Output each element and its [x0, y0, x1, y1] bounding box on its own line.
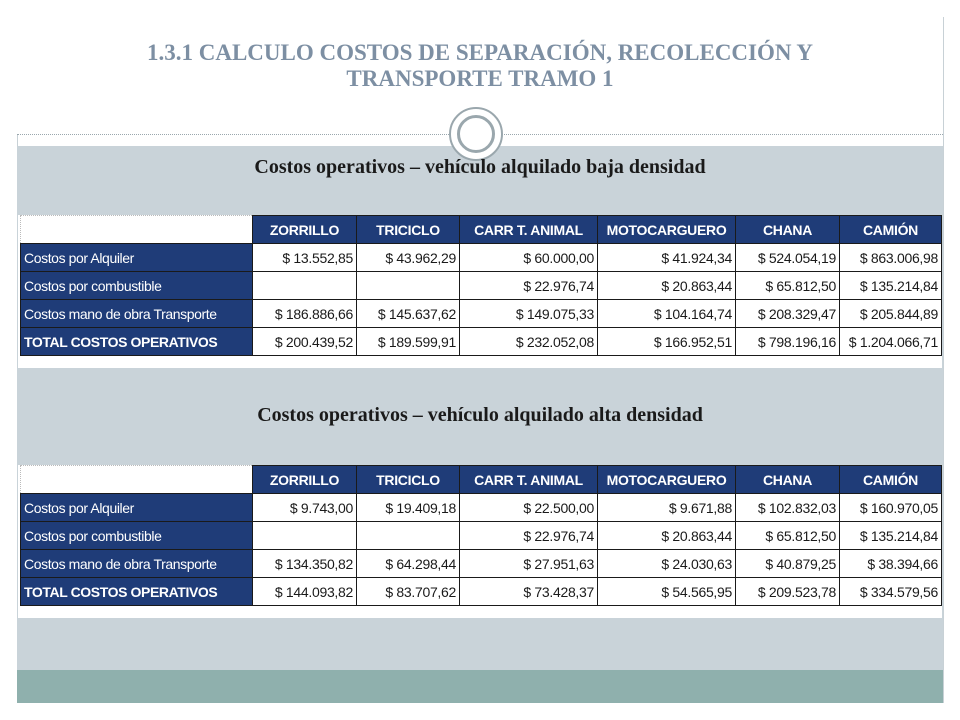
value-cell: $ 232.052,08 [460, 328, 598, 356]
table-panel-baja-densidad [18, 215, 942, 368]
value-cell: $ 24.030,63 [598, 550, 736, 578]
value-cell: $ 186.886,66 [253, 300, 357, 328]
cost-table-alta-densidad [20, 465, 942, 606]
value-cell: $ 200.439,52 [253, 328, 357, 356]
value-cell: $ 41.924,34 [598, 244, 736, 272]
slide-title-line-2: TRANSPORTE TRAMO 1 [346, 66, 614, 91]
value-cell: $ 145.637,62 [357, 300, 460, 328]
value-cell: $ 104.164,74 [598, 300, 736, 328]
value-cell: $ 334.579,56 [840, 578, 942, 606]
value-cell: $ 20.863,44 [598, 522, 736, 550]
table-row [21, 244, 942, 272]
value-cell: $ 38.394,66 [840, 550, 942, 578]
circle-ornament-icon [449, 107, 503, 161]
row-label: Costos por Alquiler [21, 494, 253, 522]
column-header: CHANA [736, 216, 840, 244]
table-panel-alta-densidad [18, 465, 942, 618]
slide-title-line-1: 1.3.1 CALCULO COSTOS DE SEPARACIÓN, RECOLECCIÓN Y [146, 40, 814, 65]
slide-title [40, 40, 920, 92]
value-cell: $ 209.523,78 [736, 578, 840, 606]
row-label: Costos por combustible [21, 272, 253, 300]
column-header: CARR T. ANIMAL [460, 216, 598, 244]
header-blank-cell [21, 216, 253, 244]
value-cell: $ 83.707,62 [357, 578, 460, 606]
value-cell: $ 135.214,84 [840, 272, 942, 300]
column-header: MOTOCARGUERO [598, 466, 736, 494]
value-cell: $ 9.743,00 [253, 494, 357, 522]
value-cell: $ 1.204.066,71 [840, 328, 942, 356]
value-cell: $ 22.976,74 [460, 522, 598, 550]
row-label: TOTAL COSTOS OPERATIVOS [21, 328, 253, 356]
row-label: Costos por combustible [21, 522, 253, 550]
column-header: ZORRILLO [253, 466, 357, 494]
value-cell: $ 13.552,85 [253, 244, 357, 272]
column-header: CAMIÓN [840, 216, 942, 244]
value-cell: $ 102.832,03 [736, 494, 840, 522]
row-label: Costos mano de obra Transporte [21, 550, 253, 578]
cost-table-baja-densidad [20, 215, 942, 356]
table-row [21, 522, 942, 550]
value-cell: $ 798.196,16 [736, 328, 840, 356]
value-cell: $ 73.428,37 [460, 578, 598, 606]
value-cell: $ 22.500,00 [460, 494, 598, 522]
value-cell: $ 524.054,19 [736, 244, 840, 272]
table-row [21, 272, 942, 300]
value-cell: $ 189.599,91 [357, 328, 460, 356]
value-cell [357, 272, 460, 300]
column-header: ZORRILLO [253, 216, 357, 244]
value-cell: $ 64.298,44 [357, 550, 460, 578]
value-cell: $ 19.409,18 [357, 494, 460, 522]
value-cell [253, 522, 357, 550]
value-cell [357, 522, 460, 550]
value-cell: $ 160.970,05 [840, 494, 942, 522]
value-cell: $ 65.812,50 [736, 272, 840, 300]
table-header-row [21, 466, 942, 494]
column-header: MOTOCARGUERO [598, 216, 736, 244]
value-cell: $ 40.879,25 [736, 550, 840, 578]
slide-footer-bar [17, 670, 943, 703]
row-label: TOTAL COSTOS OPERATIVOS [21, 578, 253, 606]
row-label: Costos mano de obra Transporte [21, 300, 253, 328]
value-cell: $ 208.329,47 [736, 300, 840, 328]
column-header: CHANA [736, 466, 840, 494]
header-blank-cell [21, 466, 253, 494]
table-row [21, 494, 942, 522]
value-cell: $ 149.075,33 [460, 300, 598, 328]
value-cell: $ 9.671,88 [598, 494, 736, 522]
value-cell: $ 60.000,00 [460, 244, 598, 272]
value-cell: $ 135.214,84 [840, 522, 942, 550]
column-header: CAMIÓN [840, 466, 942, 494]
row-label: Costos por Alquiler [21, 244, 253, 272]
value-cell: $ 22.976,74 [460, 272, 598, 300]
column-header: TRICICLO [357, 466, 460, 494]
value-cell: $ 20.863,44 [598, 272, 736, 300]
section-heading-baja-densidad: Costos operativos – vehículo alquilado baja densidad [254, 156, 706, 178]
table-row [21, 578, 942, 606]
value-cell: $ 134.350,82 [253, 550, 357, 578]
value-cell: $ 65.812,50 [736, 522, 840, 550]
column-header: CARR T. ANIMAL [460, 466, 598, 494]
value-cell: $ 166.952,51 [598, 328, 736, 356]
value-cell: $ 863.006,98 [840, 244, 942, 272]
value-cell: $ 205.844,89 [840, 300, 942, 328]
table-row [21, 300, 942, 328]
table-header-row [21, 216, 942, 244]
section-heading-alta-densidad: Costos operativos – vehículo alquilado alta densidad [257, 404, 703, 426]
value-cell: $ 144.093,82 [253, 578, 357, 606]
value-cell: $ 43.962,29 [357, 244, 460, 272]
value-cell: $ 54.565,95 [598, 578, 736, 606]
table-row [21, 550, 942, 578]
column-header: TRICICLO [357, 216, 460, 244]
value-cell [253, 272, 357, 300]
table-row [21, 328, 942, 356]
value-cell: $ 27.951,63 [460, 550, 598, 578]
